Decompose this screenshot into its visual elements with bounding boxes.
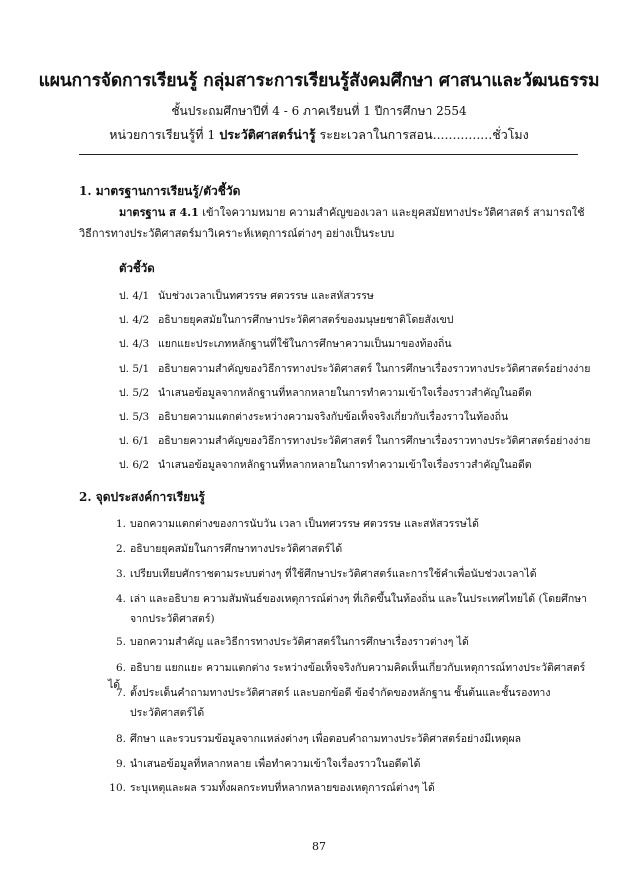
indicator-row (119, 311, 589, 328)
indicator-text: นำเสนอข้อมูลจากหลักฐานที่หลากหลายในการทำความเข้าใจเรื่องราวสำคัญในอดีต (158, 459, 532, 471)
unit-duration: ระยะเวลาในการสอน...............ชั่วโมง (319, 127, 529, 142)
objective-continuation: ประวัติศาสตร์ได้ (130, 707, 205, 719)
indicator-row (119, 335, 589, 352)
indicator-row (119, 456, 589, 473)
indicator-row (119, 408, 589, 425)
indicator-code: ป. 5/3 (119, 411, 150, 423)
objective-item (108, 565, 590, 582)
indicator-code: ป. 6/1 (119, 435, 150, 447)
section-1-heading: 1. มาตรฐานการเรียนรู้/ตัวชี้วัด (79, 184, 241, 198)
indicator-text: แยกแยะประเภทหลักฐานที่ใช้ในการศึกษาความเป็นมาของท้องถิ่น (158, 338, 452, 350)
objective-number: 3. (115, 568, 126, 580)
grade-semester-line: ชั้นประถมศึกษาปีที่ 4 - 6 ภาคเรียนที่ 1 ปีการศึกษา 2554 (171, 104, 467, 118)
objective-item (108, 684, 590, 721)
objective-text: ตั้งประเด็นคำถามทางประวัติศาสตร์ และบอกข้อดี ข้อจำกัดของหลักฐาน ชั้นต้นและชั้นรองทาง (130, 687, 551, 699)
objective-text: อธิบาย แยกแยะ ความแตกต่าง ระหว่างข้อเท็จจริงกับความคิดเห็นเกี่ยวกับเหตุการณ์ทางประวัติศาสตร์ได้ (108, 662, 586, 691)
indicator-code: ป. 4/3 (119, 338, 150, 350)
objective-item (108, 779, 590, 796)
indicator-text: นับช่วงเวลาเป็นทศวรรษ ศตวรรษ และสหัสวรรษ (158, 290, 374, 302)
objective-number: 1. (115, 518, 126, 530)
indicators-heading: ตัวชี้วัด (119, 261, 155, 275)
header-divider (79, 154, 578, 155)
objective-item (108, 590, 590, 627)
objective-number: 4. (115, 593, 126, 605)
indicator-code: ป. 5/1 (119, 363, 150, 375)
unit-name: ประวัติศาสตร์น่ารู้ (219, 127, 316, 142)
objective-number: 8. (115, 733, 126, 745)
objective-item (108, 730, 590, 747)
standard-text: เข้าใจความหมาย ความสำคัญของเวลา และยุคสมัยทางประวัติศาสตร์ สามารถใช้วิธีการทางประวัติศาสตร์มาวิเคราะห์เหตุการณ์ต่างๆ อย่างเป็นระบบ (79, 206, 585, 240)
indicator-text: อธิบายความแตกต่างระหว่างความจริงกับข้อเท็จจริงเกี่ยวกับเรื่องราวในท้องถิ่น (158, 411, 509, 423)
objective-text: เปรียบเทียบศักราชตามระบบต่างๆ ที่ใช้ศึกษาประวัติศาสตร์และการใช้คำเพื่อนับช่วงเวลาได้ (130, 568, 537, 580)
standard-paragraph (79, 202, 585, 244)
objective-item (108, 540, 590, 557)
objective-number: 2. (115, 543, 126, 555)
objective-number: 5. (115, 636, 126, 648)
objective-item (108, 515, 590, 532)
standard-label: มาตรฐาน ส 4.1 (119, 206, 199, 219)
indicator-text: อธิบายยุคสมัยในการศึกษาประวัติศาสตร์ของมนุษยชาติโดยสังเขป (158, 314, 454, 326)
page-number: 87 (312, 840, 326, 853)
objective-text: นำเสนอข้อมูลที่หลากหลาย เพื่อทำความเข้าใจเรื่องราวในอดีตได้ (130, 758, 421, 770)
indicator-code: ป. 4/1 (119, 290, 150, 302)
objective-text: ศึกษา และรวบรวมข้อมูลจากแหล่งต่างๆ เพื่อตอบคำถามทางประวัติศาสตร์อย่างมีเหตุผล (130, 733, 522, 745)
objective-number: 6. (115, 662, 126, 674)
objective-number: 9. (115, 758, 126, 770)
objective-number: 10. (109, 782, 126, 794)
objective-text: เล่า และอธิบาย ความสัมพันธ์ของเหตุการณ์ต่างๆ ที่เกิดขึ้นในท้องถิ่น และในประเทศไทยได้ (โดยศึกษา (130, 593, 588, 605)
document-title: แผนการจัดการเรียนรู้ กลุ่มสาระการเรียนรู้สังคมศึกษา ศาสนาและวัฒนธรรม (38, 71, 600, 91)
indicator-text: นำเสนอข้อมูลจากหลักฐานที่หลากหลายในการทำความเข้าใจเรื่องราวสำคัญในอดีต (158, 387, 532, 399)
objective-continuation: จากประวัติศาสตร์) (130, 613, 215, 625)
indicator-code: ป. 6/2 (119, 459, 150, 471)
indicator-row (119, 432, 589, 449)
section-2-heading: 2. จุดประสงค์การเรียนรู้ (79, 490, 205, 504)
objective-item (108, 633, 590, 650)
indicator-code: ป. 5/2 (119, 387, 150, 399)
indicator-text: อธิบายความสำคัญของวิธีการทางประวัติศาสตร์ ในการศึกษาเรื่องราวทางประวัติศาสตร์อย่างง่าย (158, 435, 591, 447)
indicator-text: อธิบายความสำคัญของวิธีการทางประวัติศาสตร์ ในการศึกษาเรื่องราวทางประวัติศาสตร์อย่างง่าย (158, 363, 591, 375)
unit-line (0, 125, 638, 145)
objective-text: ระบุเหตุและผล รวมทั้งผลกระทบที่หลากหลายของเหตุการณ์ต่างๆ ได้ (130, 782, 435, 794)
objective-number: 7. (115, 687, 126, 699)
indicator-row (119, 384, 589, 401)
indicator-code: ป. 4/2 (119, 314, 150, 326)
indicator-row (119, 287, 589, 304)
unit-prefix: หน่วยการเรียนรู้ที่ 1 (109, 127, 216, 142)
indicator-row (119, 360, 589, 377)
objective-item (108, 755, 590, 772)
objective-text: อธิบายยุคสมัยในการศึกษาทางประวัติศาสตร์ได้ (130, 543, 343, 555)
objective-text: บอกความสำคัญ และวิธีการทางประวัติศาสตร์ในการศึกษาเรื่องราวต่างๆ ได้ (130, 636, 469, 648)
objective-text: บอกความแตกต่างของการนับวัน เวลา เป็นทศวรรษ ศตวรรษ และสหัสวรรษได้ (130, 518, 479, 530)
